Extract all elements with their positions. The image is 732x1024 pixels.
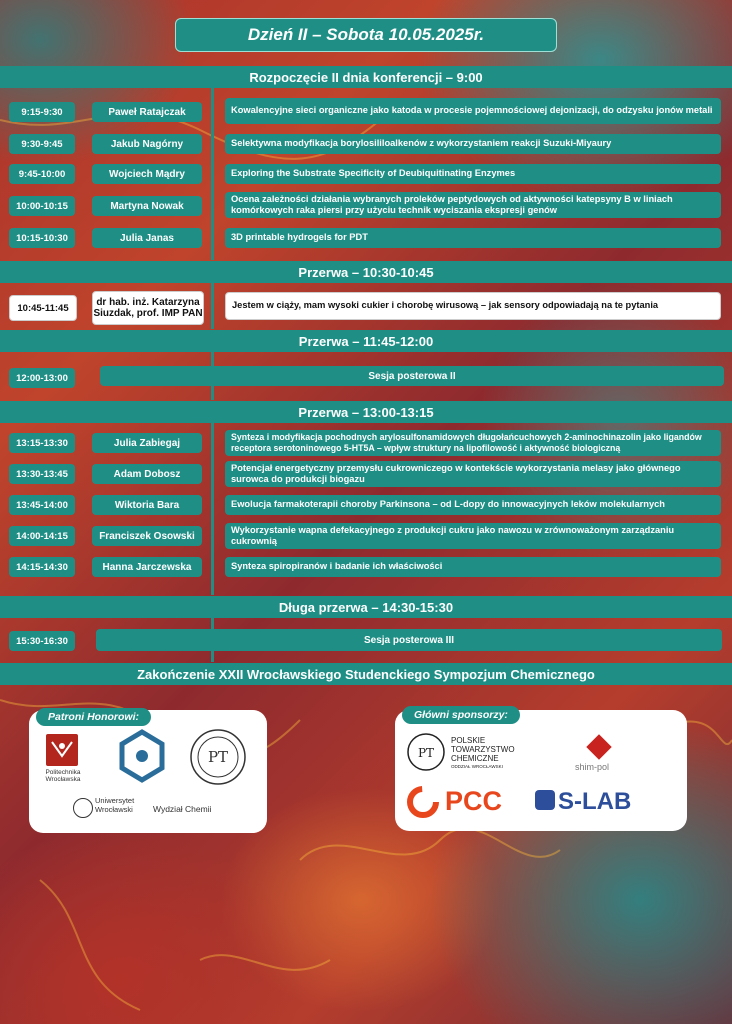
speaker-name: Wiktoria Bara [92, 495, 202, 515]
keynote-time: 10:45-11:45 [9, 295, 77, 321]
speaker-name: Hanna Jarczewska [92, 557, 202, 577]
talk-title: Potencjał energetyczny przemysłu cukrowniczego w kontekście wykorzystania melasy jako głównego surowca do produkcji biogazu [225, 461, 721, 487]
break-band: Przerwa – 10:30-10:45 [0, 261, 732, 283]
time-slot: 13:30-13:45 [9, 464, 75, 484]
speaker-name: Wojciech Mądry [92, 164, 202, 184]
keynote-speaker-line1: dr hab. inż. Katarzyna [96, 296, 200, 308]
column-separator [211, 283, 214, 329]
time-slot: 14:15-14:30 [9, 557, 75, 577]
talk-title: Ewolucja farmakoterapii choroby Parkinsona – od L-dopy do innowacyjnych leków molekularnych [225, 495, 721, 515]
uniwersytet-label: Uniwersytet Wrocławski [95, 796, 135, 814]
time-slot: 9:45-10:00 [9, 164, 75, 184]
time-slot: 15:30-16:30 [9, 631, 75, 651]
pcc-logo-icon [407, 786, 439, 818]
ptch-logo-icon [406, 732, 446, 772]
keynote-title: Jestem w ciąży, mam wysoki cukier i chorobę wirusową – jak sensory odpowiadają na te pytania [225, 292, 721, 320]
talk-title: Kowalencyjne sieci organiczne jako katoda w procesie pojemnościowej dejonizacji, do odzysku jonów metali [225, 98, 721, 124]
speaker-name: Paweł Ratajczak [92, 102, 202, 122]
talk-title: Exploring the Substrate Specificity of Deubiquitinating Enzymes [225, 164, 721, 184]
patrons-panel [29, 710, 267, 833]
opening-band: Rozpoczęcie II dnia konferencji – 9:00 [0, 66, 732, 88]
break-band: Przerwa – 11:45-12:00 [0, 330, 732, 352]
break-band: Przerwa – 13:00-13:15 [0, 401, 732, 423]
keynote-speaker [92, 291, 204, 325]
talk-title: Selektywna modyfikacja borylosililoalkenów z wykorzystaniem reakcji Suzuki-Miyaury [225, 134, 721, 154]
politechnika-logo-icon [46, 734, 78, 766]
column-separator [211, 423, 214, 595]
speaker-name: Martyna Nowak [92, 196, 202, 216]
speaker-name: Julia Zabiegaj [92, 433, 202, 453]
time-slot: 14:00-14:15 [9, 526, 75, 546]
talk-title: Wykorzystanie wapna defekacyjnego z produkcji cukru jako nawozu w zrównoważonym zarządzaniu cukrownią [225, 523, 721, 549]
keynote-speaker-line2: Siuzdak, prof. IMP PAN [93, 308, 203, 319]
ptch-seal-icon [189, 728, 247, 786]
slab-label: S-LAB [558, 788, 632, 815]
talk-title: 3D printable hydrogels for PDT [225, 228, 721, 248]
time-slot: 10:15-10:30 [9, 228, 75, 248]
talk-title: Ocena zależności działania wybranych proleków peptydowych od aktywności katepsyny B w liniach komórkowych raka piersi przy użyciu technik wyciszania ekspresji genów [225, 192, 721, 218]
svg-text:PT: PT [207, 748, 229, 766]
ptch-label: POLSKIE TOWARZYSTWO CHEMICZNE ODDZIAŁ WROCŁAWSKI [451, 736, 515, 769]
speaker-name: Julia Janas [92, 228, 202, 248]
poster-session: Sesja posterowa II [100, 366, 724, 386]
speaker-name: Franciszek Osowski [92, 526, 202, 546]
time-slot: 13:45-14:00 [9, 495, 75, 515]
sponsors-panel [395, 710, 687, 831]
uniwersytet-logo-icon [73, 798, 93, 818]
politechnika-label: Politechnika Wrocławska [45, 769, 81, 784]
slab-logo-icon [535, 790, 555, 810]
closing-band: Zakończenie XXII Wrocławskiego Studenckiego Sympozjum Chemicznego [0, 663, 732, 685]
column-separator [211, 88, 214, 260]
patrons-label: Patroni Honorowi: [36, 708, 151, 726]
speaker-name: Adam Dobosz [92, 464, 202, 484]
time-slot: 13:15-13:30 [9, 433, 75, 453]
talk-title: Synteza i modyfikacja pochodnych arylosulfonamidowych długołańcuchowych 2-aminochinazolin jako ligandów receptora serotoninowego 5-HT5A – wpływ struktury na lipofilowość i aktywność biologiczną [225, 430, 721, 456]
pcc-label: PCC [445, 786, 503, 816]
time-slot: 12:00-13:00 [9, 368, 75, 388]
sponsors-label: Główni sponsorzy: [402, 706, 520, 724]
wydzial-label: Wydział Chemii [153, 804, 212, 814]
long-break-band: Długa przerwa – 14:30-15:30 [0, 596, 732, 618]
talk-title: Synteza spiropiranów i badanie ich właściwości [225, 557, 721, 577]
shimpol-logo-icon [586, 734, 611, 759]
svg-text:PT: PT [417, 746, 435, 760]
time-slot: 10:00-10:15 [9, 196, 75, 216]
time-slot: 9:15-9:30 [9, 102, 75, 122]
hexagon-logo-icon [117, 728, 167, 784]
time-slot: 9:30-9:45 [9, 134, 75, 154]
day-title: Dzień II – Sobota 10.05.2025r. [175, 18, 557, 52]
poster-session: Sesja posterowa III [96, 629, 722, 651]
speaker-name: Jakub Nagórny [92, 134, 202, 154]
shimpol-label: shim-pol [575, 762, 610, 772]
